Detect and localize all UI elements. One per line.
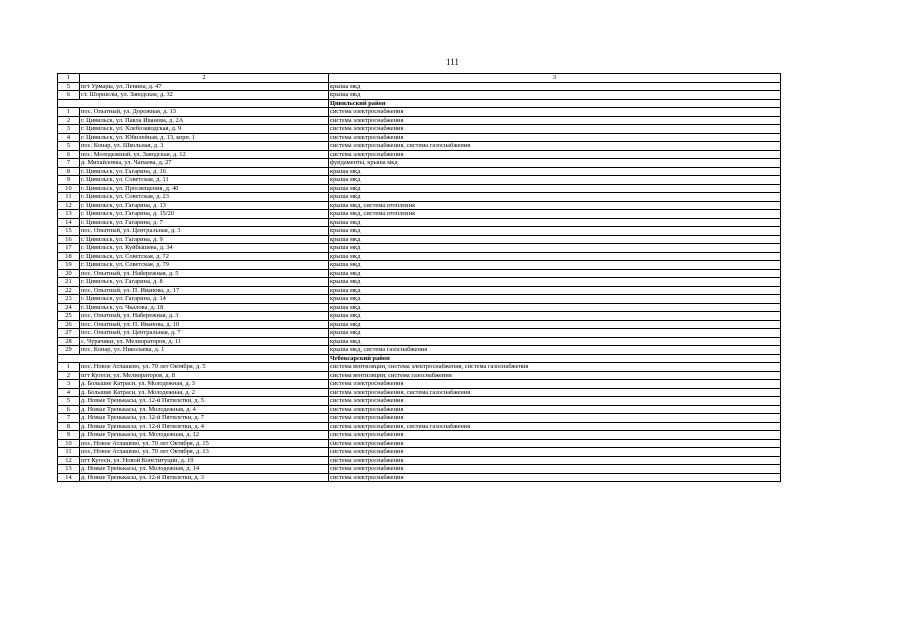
address-cell: д. Новые Тренькасы, ул. Молодежная, д. 12: [80, 431, 329, 440]
address-cell: д. Новые Тренькасы, ул. Молодежная, д. 4: [80, 405, 329, 414]
address-cell: г. Цивильск, ул. Советская, д. 72: [80, 252, 329, 261]
address-cell: пос. Новое Атлашево, ул. 70 лет Октября, д. 15: [80, 439, 329, 448]
table-row: [58, 422, 781, 431]
table-row: [58, 456, 781, 465]
row-number: 18: [58, 252, 80, 261]
address-cell: пгт Кугеси, ул. Мелиораторов, д. 8: [80, 371, 329, 380]
works-cell: система электроснабжения: [329, 397, 781, 406]
row-number: 6: [58, 91, 80, 100]
works-cell: система электроснабжения: [329, 380, 781, 389]
row-number: 7: [58, 159, 80, 168]
table-row: [58, 439, 781, 448]
works-cell: крыша мкд: [329, 176, 781, 185]
table-row: [58, 269, 781, 278]
row-number: 1: [58, 363, 80, 372]
works-cell: крыша мкд: [329, 337, 781, 346]
works-cell: крыша мкд: [329, 244, 781, 253]
row-number: 5: [58, 82, 80, 91]
table-row: [58, 312, 781, 321]
row-number: 12: [58, 201, 80, 210]
works-cell: система электроснабжения: [329, 414, 781, 423]
address-cell: пос. Опытный, ул. Центральная, д. 3: [80, 227, 329, 236]
address-cell: г. Цивильск, ул. Павла Иванова, д. 2А: [80, 116, 329, 125]
row-number: 6: [58, 405, 80, 414]
works-cell: крыша мкд, система газоснабжения: [329, 346, 781, 355]
table-row: [58, 252, 781, 261]
works-cell: крыша мкд: [329, 329, 781, 338]
works-cell: крыша мкд: [329, 269, 781, 278]
table-row: [58, 244, 781, 253]
row-number: 9: [58, 431, 80, 440]
table-row: [58, 184, 781, 193]
address-cell: г. Цивильск, ул. Гагарина, д. 13: [80, 201, 329, 210]
column-number-1: 1: [58, 74, 80, 83]
address-cell: д. Новые Тренькасы, ул. 12-й Пятилетки, д. 3: [80, 473, 329, 482]
address-cell: д. Новые Тренькасы, ул. Молодежная, д. 14: [80, 465, 329, 474]
row-number: 8: [58, 422, 80, 431]
works-cell: крыша мкд: [329, 235, 781, 244]
address-cell: г. Цивильск, ул. Гагарина, д. 15/20: [80, 210, 329, 219]
address-cell: с. Чурачики, ул. Мелиораторов, д. 11: [80, 337, 329, 346]
table-row: [58, 261, 781, 270]
address-cell: г. Цивильск, ул. Гагарина, д. 9: [80, 235, 329, 244]
address-cell: д. Новые Тренькасы, ул. 12-й Пятилетки, д. 7: [80, 414, 329, 423]
address-cell: пос. Конар, ул. Николаева, д. 1: [80, 346, 329, 355]
works-cell: система электроснабжения: [329, 405, 781, 414]
address-cell: пос. Опытный, ул. П. Иванова, д. 10: [80, 320, 329, 329]
works-cell: система вентиляции, система газоснабжения: [329, 371, 781, 380]
table-row: [58, 176, 781, 185]
works-cell: крыша мкд, система отопления: [329, 210, 781, 219]
row-number: 10: [58, 439, 80, 448]
works-cell: крыша мкд: [329, 218, 781, 227]
address-cell: г. Цивильск, ул. Гагарина, д. 7: [80, 218, 329, 227]
row-number: 11: [58, 193, 80, 202]
row-number: 26: [58, 320, 80, 329]
section-blank-cell: [58, 99, 329, 108]
works-cell: крыша мкд: [329, 278, 781, 287]
table-header-row: [58, 74, 781, 83]
works-table-body: [58, 74, 781, 482]
table-row: [58, 108, 781, 117]
row-number: 13: [58, 465, 80, 474]
table-row: [58, 235, 781, 244]
row-number: 8: [58, 167, 80, 176]
table-row: [58, 448, 781, 457]
works-table: [57, 73, 781, 482]
table-row: [58, 210, 781, 219]
table-row: [58, 201, 781, 210]
row-number: 4: [58, 388, 80, 397]
table-row: [58, 82, 781, 91]
address-cell: д. Новые Тренькасы, ул. 12-й Пятилетки, д. 4: [80, 422, 329, 431]
address-cell: д. Большие Катраси, ул. Молодежная, д. 2: [80, 388, 329, 397]
works-cell: система электроснабжения, система газоснабжения: [329, 142, 781, 151]
works-cell: крыша мкд: [329, 227, 781, 236]
table-row: [58, 150, 781, 159]
works-cell: система электроснабжения: [329, 125, 781, 134]
row-number: 19: [58, 261, 80, 270]
table-row: [58, 218, 781, 227]
works-cell: крыша мкд: [329, 303, 781, 312]
works-cell: система электроснабжения: [329, 439, 781, 448]
table-row: [58, 116, 781, 125]
address-cell: г. Цивильск, ул. Хлебозаводская, д. 9: [80, 125, 329, 134]
address-cell: г. Цивильск, ул. Советская, д. 11: [80, 176, 329, 185]
works-cell: крыша мкд: [329, 82, 781, 91]
table-row: [58, 303, 781, 312]
row-number: 14: [58, 473, 80, 482]
address-cell: д. Большие Катраси, ул. Молодежная, д. 3: [80, 380, 329, 389]
table-row: [58, 363, 781, 372]
row-number: 1: [58, 108, 80, 117]
row-number: 28: [58, 337, 80, 346]
row-number: 6: [58, 150, 80, 159]
works-cell: система электроснабжения: [329, 108, 781, 117]
works-cell: система электроснабжения: [329, 431, 781, 440]
row-number: 13: [58, 210, 80, 219]
table-row: [58, 167, 781, 176]
table-row: [58, 388, 781, 397]
district-title: Цивильский район: [329, 99, 781, 108]
table-row: [58, 431, 781, 440]
row-number: 21: [58, 278, 80, 287]
table-row: [58, 465, 781, 474]
row-number: 15: [58, 227, 80, 236]
address-cell: пос. Новое Атлашево, ул. 70 лет Октября, д. 5: [80, 363, 329, 372]
works-cell: система электроснабжения, система газоснабжения: [329, 388, 781, 397]
address-cell: г. Цивильск, ул. Просвещения, д. 40: [80, 184, 329, 193]
row-number: 27: [58, 329, 80, 338]
page-number: 111: [446, 57, 459, 67]
table-row: [58, 193, 781, 202]
row-number: 3: [58, 125, 80, 134]
table-row: [58, 286, 781, 295]
works-cell: крыша мкд: [329, 261, 781, 270]
row-number: 25: [58, 312, 80, 321]
row-number: 3: [58, 380, 80, 389]
table-row: [58, 320, 781, 329]
address-cell: пос. Опытный, ул. Набережная, д. 5: [80, 269, 329, 278]
works-cell: система электроснабжения, система газоснабжения: [329, 422, 781, 431]
works-cell: крыша мкд: [329, 286, 781, 295]
row-number: 12: [58, 456, 80, 465]
row-number: 2: [58, 371, 80, 380]
address-cell: пос. Опытный, ул. П. Иванова, д. 17: [80, 286, 329, 295]
address-cell: пос. Новое Атлашево, ул. 70 лет Октября, д. 13: [80, 448, 329, 457]
address-cell: пгт Кугеси, ул. Новой Конституции, д. 19: [80, 456, 329, 465]
works-cell: крыша мкд: [329, 184, 781, 193]
works-cell: крыша мкд: [329, 320, 781, 329]
works-cell: крыша мкд: [329, 167, 781, 176]
table-row: [58, 142, 781, 151]
table-row: [58, 473, 781, 482]
table-row: [58, 125, 781, 134]
works-cell: система вентиляции, система электроснабжения, система газоснабжения: [329, 363, 781, 372]
row-number: 17: [58, 244, 80, 253]
works-cell: крыша мкд, система отопления: [329, 201, 781, 210]
row-number: 11: [58, 448, 80, 457]
table-row: [58, 133, 781, 142]
works-cell: крыша мкд: [329, 252, 781, 261]
address-cell: г. Цивильск, ул. Юбилейная, д. 13, корп. 1: [80, 133, 329, 142]
works-cell: система электроснабжения: [329, 456, 781, 465]
row-number: 24: [58, 303, 80, 312]
address-cell: г. Цивильск, ул. Куйбышева, д. 34: [80, 244, 329, 253]
row-number: 10: [58, 184, 80, 193]
table-row: [58, 337, 781, 346]
table-row: [58, 329, 781, 338]
works-cell: система электроснабжения: [329, 133, 781, 142]
works-cell: крыша мкд: [329, 91, 781, 100]
district-section-row: [58, 354, 781, 363]
works-cell: крыша мкд: [329, 193, 781, 202]
address-cell: пос. Опытный, ул. Набережная, д. 3: [80, 312, 329, 321]
address-cell: пгт Урмары, ул. Ленина, д. 47: [80, 82, 329, 91]
works-cell: система электроснабжения: [329, 116, 781, 125]
table-row: [58, 397, 781, 406]
address-cell: д. Михайловка, ул. Чапаева, д. 27: [80, 159, 329, 168]
table-row: [58, 227, 781, 236]
row-number: 5: [58, 142, 80, 151]
address-cell: г. Цивильск, ул. Чкалова, д. 18: [80, 303, 329, 312]
address-cell: пос. Опытный, ул. Дорожная, д. 13: [80, 108, 329, 117]
works-cell: система электроснабжения: [329, 473, 781, 482]
row-number: 20: [58, 269, 80, 278]
section-blank-cell: [58, 354, 329, 363]
address-cell: д. Новые Тренькасы, ул. 12-й Пятилетки, д. 5: [80, 397, 329, 406]
works-cell: система электроснабжения: [329, 150, 781, 159]
works-cell: крыша мкд: [329, 295, 781, 304]
district-section-row: [58, 99, 781, 108]
works-cell: система электроснабжения: [329, 465, 781, 474]
address-cell: пос. Конар, ул. Школьная, д. 3: [80, 142, 329, 151]
row-number: 16: [58, 235, 80, 244]
table-row: [58, 405, 781, 414]
address-cell: г. Цивильск, ул. Гагарина, д. 14: [80, 295, 329, 304]
table-row: [58, 159, 781, 168]
address-cell: г. Цивильск, ул. Советская, д. 79: [80, 261, 329, 270]
address-cell: пос. Опытный, ул. Центральная, д. 7: [80, 329, 329, 338]
table-row: [58, 371, 781, 380]
address-cell: пос. Молодежный, ул. Заводская, д. 12: [80, 150, 329, 159]
row-number: 7: [58, 414, 80, 423]
address-cell: г. Цивильск, ул. Гагарина, д. 8: [80, 278, 329, 287]
works-cell: система электроснабжения: [329, 448, 781, 457]
address-cell: г. Цивильск, ул. Советская, д. 23: [80, 193, 329, 202]
table-row: [58, 346, 781, 355]
address-cell: ст. Шоршелы, ул. Заводская, д. 32: [80, 91, 329, 100]
row-number: 2: [58, 116, 80, 125]
works-cell: крыша мкд: [329, 312, 781, 321]
table-row: [58, 278, 781, 287]
works-cell: фундаменты, крыша мкд: [329, 159, 781, 168]
column-number-3: 3: [329, 74, 781, 83]
row-number: 4: [58, 133, 80, 142]
row-number: 14: [58, 218, 80, 227]
row-number: 22: [58, 286, 80, 295]
row-number: 5: [58, 397, 80, 406]
table-row: [58, 295, 781, 304]
address-cell: г. Цивильск, ул. Гагарина, д. 16: [80, 167, 329, 176]
column-number-2: 2: [80, 74, 329, 83]
row-number: 9: [58, 176, 80, 185]
table-row: [58, 414, 781, 423]
table-row: [58, 91, 781, 100]
district-title: Чебоксарский район: [329, 354, 781, 363]
row-number: 29: [58, 346, 80, 355]
table-row: [58, 380, 781, 389]
row-number: 23: [58, 295, 80, 304]
